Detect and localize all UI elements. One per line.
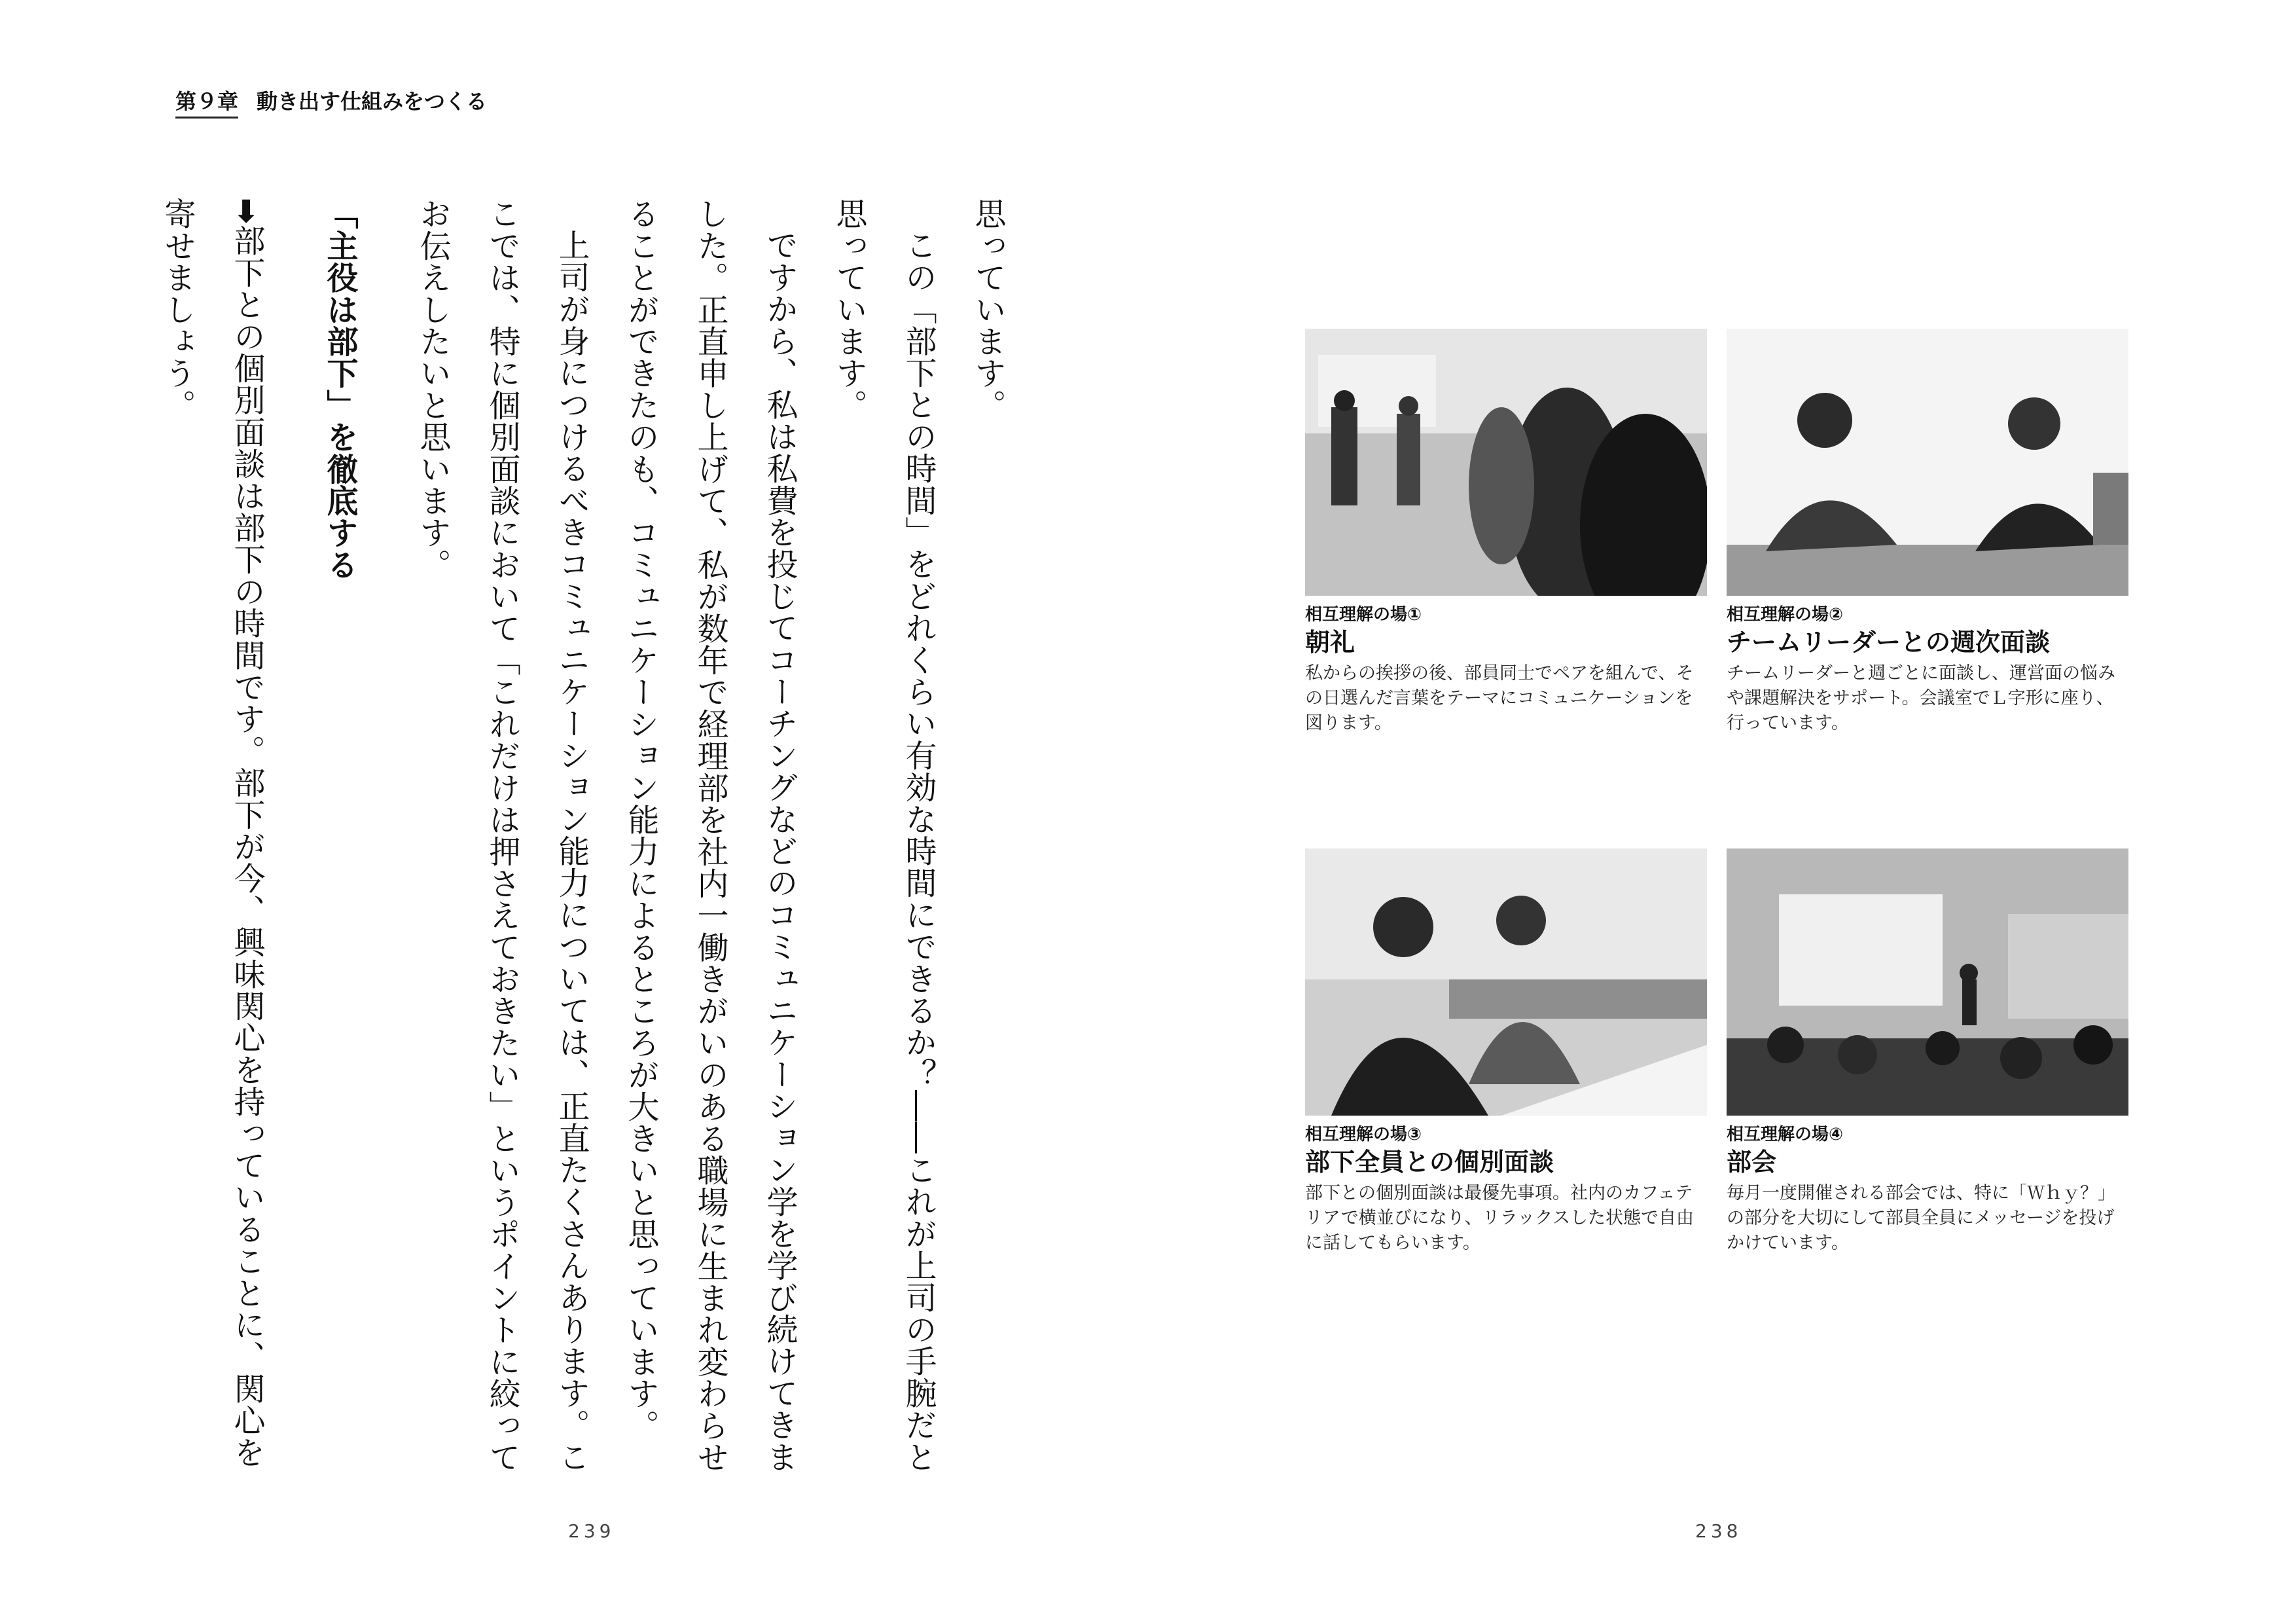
photo-card-individual-interview — [1305, 848, 1707, 1256]
photo-card-morning-meeting — [1305, 329, 1707, 736]
page-number-right: 238 — [1695, 1520, 1742, 1542]
card-title: チームリーダーとの週次面談 — [1727, 628, 2051, 657]
card-label: 相互理解の場② — [1727, 605, 1844, 625]
paragraph: ですから、私は私費を投じてコーチングなどのコミュニケーション学を学び続けてきました。正直申し上げて、私が数年で経理部を社内一働きがいのある職場に生まれ変わらせることができたのも、コミュニケーション能力によるところが大きいと思っています。 — [622, 198, 798, 1473]
card-title: 部下全員との個別面談 — [1305, 1148, 1554, 1176]
card-title: 部会 — [1727, 1148, 1777, 1176]
chapter-header — [175, 85, 487, 115]
chapter-number: 第９章 — [175, 89, 238, 119]
card-label: 相互理解の場① — [1305, 605, 1422, 625]
section-heading: 「主役は部下」を徹底する — [321, 198, 358, 581]
photo-weekly-meeting — [1727, 329, 2128, 596]
paragraph: この「部下との時間」をどれくらい有効な時間にできるか？――これが上司の手腕だと思っています。 — [831, 198, 937, 1473]
card-description: 毎月一度開催される部会では、特に「Ｗｈｙ？」の部分を大切にして部員全員にメッセージを投げかけています。 — [1727, 1183, 2115, 1253]
card-label: 相互理解の場④ — [1727, 1125, 1844, 1144]
right-page — [1148, 0, 2296, 1623]
page-number-left: 239 — [568, 1520, 615, 1542]
photo-morning-meeting — [1305, 329, 1707, 596]
paragraph: 上司が身につけるべきコミュニケーション能力については、正直たくさんあります。ここでは、特に個別面談において「これだけは押さえておきたい」というポイントに絞ってお伝えしたいと思います。 — [414, 198, 590, 1473]
paragraph: 思っています。 — [969, 198, 1006, 421]
body-text — [143, 198, 1022, 1494]
card-description: チームリーダーと週ごとに面談し、運営面の悩みや課題解決をサポート。会議室でＬ字形に座り、行っています。 — [1727, 663, 2115, 733]
card-description: 私からの挨拶の後、部員同士でペアを組んで、その日選んだ言葉をテーマにコミュニケーションを図ります。 — [1305, 663, 1694, 733]
card-label: 相互理解の場③ — [1305, 1125, 1422, 1144]
chapter-title: 動き出す仕組みをつくる — [257, 89, 488, 114]
card-description: 部下との個別面談は最優先事項。社内のカフェテリアで横並びになり、リラックスした状態で自由に話してもらいます。 — [1305, 1183, 1694, 1253]
photo-individual-interview — [1305, 848, 1707, 1116]
arrow-point — [143, 198, 281, 1494]
arrow-icon: ➡ — [228, 198, 265, 225]
arrow-point-text: 部下との個別面談は部下の時間です。部下が今、興味関心を持っていることに、関心を寄せましょう。 — [159, 198, 265, 1468]
photo-department-meeting — [1727, 848, 2128, 1116]
card-title: 朝礼 — [1305, 628, 1355, 657]
photo-card-weekly-meeting — [1727, 329, 2128, 736]
photo-card-department-meeting — [1727, 848, 2128, 1256]
